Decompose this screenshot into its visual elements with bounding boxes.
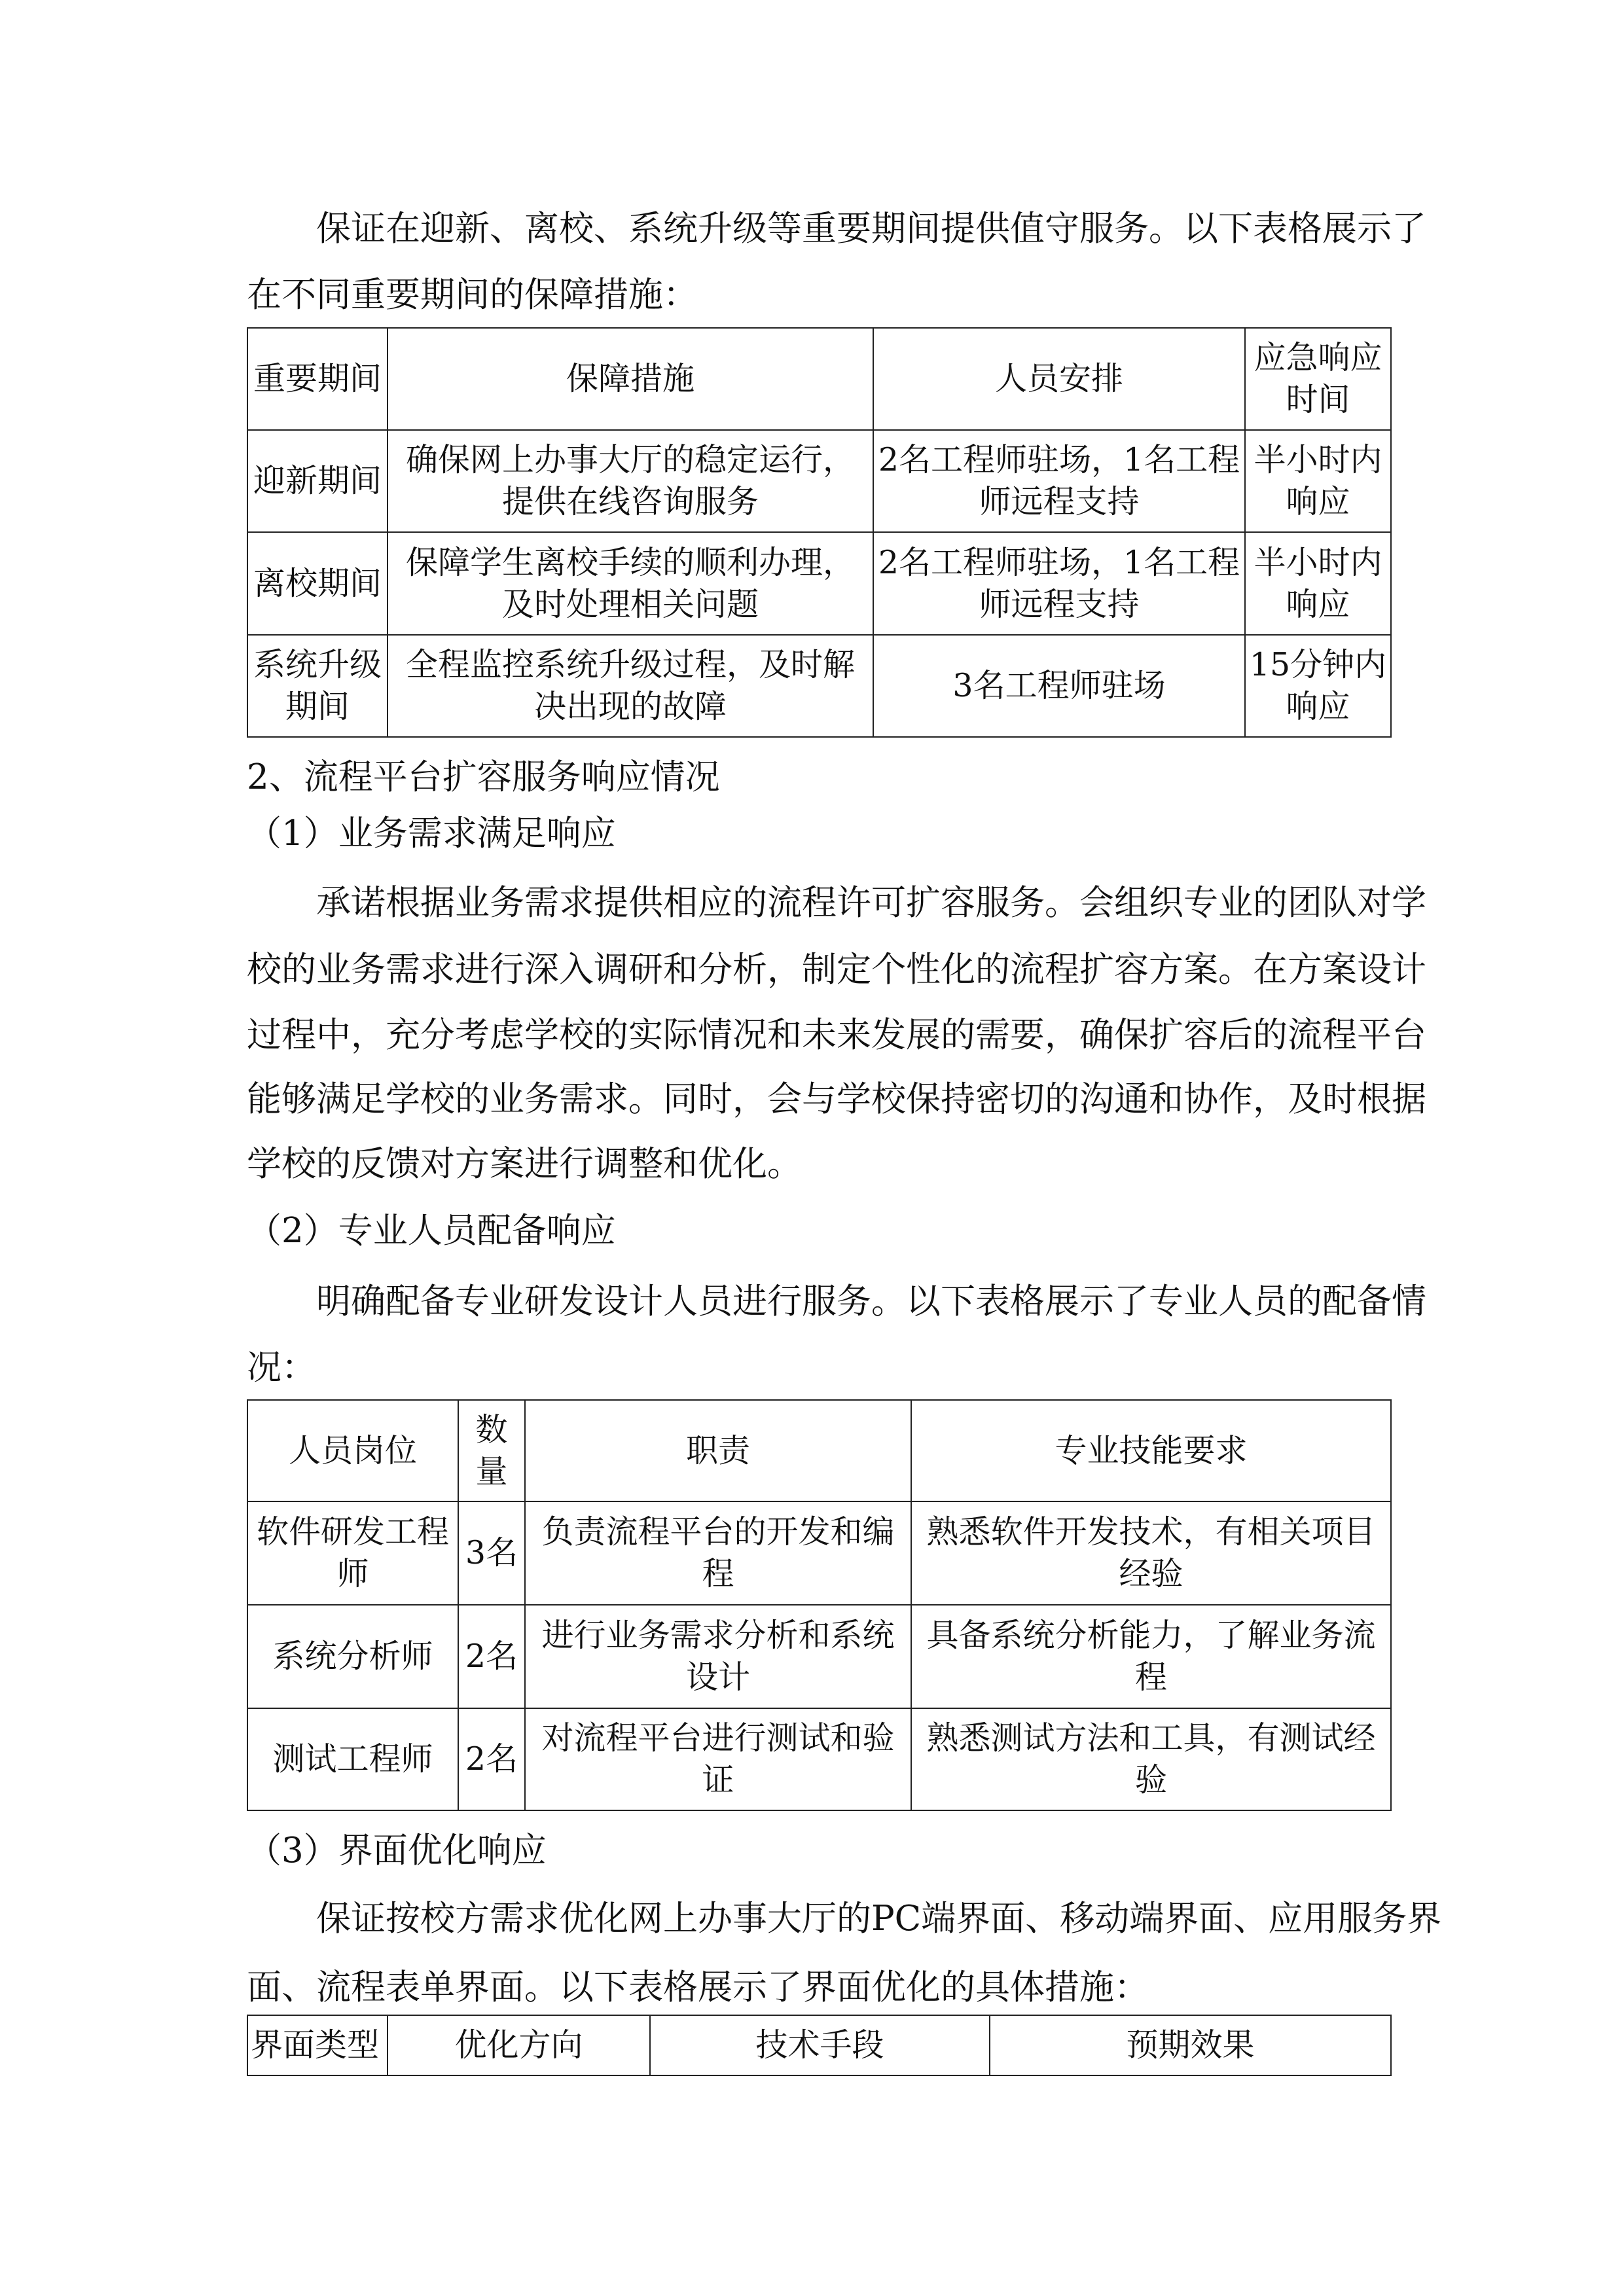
table-row [247,430,1391,532]
header-cell: 专业技能要求 [911,1400,1391,1501]
table-cell: 确保网上办事大厅的稳定运行，提供在线咨询服务 [388,430,873,532]
table-header-row [247,2015,1391,2075]
subsection-heading: （2）专业人员配备响应 [247,1211,616,1251]
paragraph-line: 保证按校方需求优化网上办事大厅的PC端界面、移动端界面、应用服务界 [316,1899,1442,1939]
header-cell: 应急响应时间 [1245,328,1391,430]
header-cell: 保障措施 [388,328,873,430]
table-row [247,1605,1391,1708]
interface-optimization-table [247,2015,1392,2076]
table-cell: 对流程平台进行测试和验证 [525,1708,911,1810]
paragraph-line: 校的业务需求进行深入调研和分析，制定个性化的流程扩容方案。在方案设计 [247,950,1426,990]
section-heading: 2、流程平台扩容服务响应情况 [247,757,720,797]
paragraph-line: 在不同重要期间的保障措施： [247,275,698,315]
paragraph-line: 承诺根据业务需求提供相应的流程许可扩容服务。会组织专业的团队对学 [316,883,1426,923]
paragraph-line: 能够满足学校的业务需求。同时，会与学校保持密切的沟通和协作，及时根据 [247,1079,1426,1119]
header-cell: 技术手段 [650,2015,990,2075]
table-cell: 全程监控系统升级过程，及时解决出现的故障 [388,635,873,737]
table-cell: 半小时内响应 [1245,532,1391,635]
table-row [247,1708,1391,1810]
table-row [247,532,1391,635]
table-cell: 测试工程师 [247,1708,458,1810]
table-cell: 3名工程师驻场 [873,635,1245,737]
header-cell: 数量 [458,1400,525,1501]
table-cell: 迎新期间 [247,430,388,532]
paragraph-line: 学校的反馈对方案进行调整和优化。 [247,1144,802,1184]
table-cell: 2名 [458,1708,525,1810]
table-cell: 软件研发工程师 [247,1501,458,1605]
paragraph-line: 面、流程表单界面。以下表格展示了界面优化的具体措施： [247,1967,1149,2007]
table-row [247,1501,1391,1605]
table-cell: 负责流程平台的开发和编程 [525,1501,911,1605]
table-cell: 系统分析师 [247,1605,458,1708]
table-cell: 2名 [458,1605,525,1708]
table-cell: 保障学生离校手续的顺利办理，及时处理相关问题 [388,532,873,635]
table-header-row [247,328,1391,430]
header-cell: 人员岗位 [247,1400,458,1501]
table-cell: 具备系统分析能力，了解业务流程 [911,1605,1391,1708]
table-cell: 2名工程师驻场，1名工程师远程支持 [873,532,1245,635]
table-cell: 进行业务需求分析和系统设计 [525,1605,911,1708]
table-cell: 系统升级期间 [247,635,388,737]
header-cell: 预期效果 [990,2015,1391,2075]
paragraph-line: 保证在迎新、离校、系统升级等重要期间提供值守服务。以下表格展示了 [316,209,1426,249]
staffing-table [247,1399,1392,1811]
table-row [247,635,1391,737]
table-cell: 3名 [458,1501,525,1605]
table-cell: 15分钟内响应 [1245,635,1391,737]
header-cell: 优化方向 [388,2015,650,2075]
table-cell: 2名工程师驻场，1名工程师远程支持 [873,430,1245,532]
header-cell: 职责 [525,1400,911,1501]
paragraph-line: 明确配备专业研发设计人员进行服务。以下表格展示了专业人员的配备情 [316,1282,1426,1321]
paragraph-line: 况： [247,1348,316,1388]
table-cell: 离校期间 [247,532,388,635]
table-cell: 熟悉软件开发技术，有相关项目经验 [911,1501,1391,1605]
table-header-row [247,1400,1391,1501]
paragraph-line: 过程中，充分考虑学校的实际情况和未来发展的需要，确保扩容后的流程平台 [247,1015,1426,1055]
important-periods-table [247,327,1392,738]
header-cell: 重要期间 [247,328,388,430]
table-cell: 半小时内响应 [1245,430,1391,532]
header-cell: 人员安排 [873,328,1245,430]
subsection-heading: （1）业务需求满足响应 [247,814,616,853]
header-cell: 界面类型 [247,2015,388,2075]
table-cell: 熟悉测试方法和工具，有测试经验 [911,1708,1391,1810]
subsection-heading: （3）界面优化响应 [247,1831,547,1871]
